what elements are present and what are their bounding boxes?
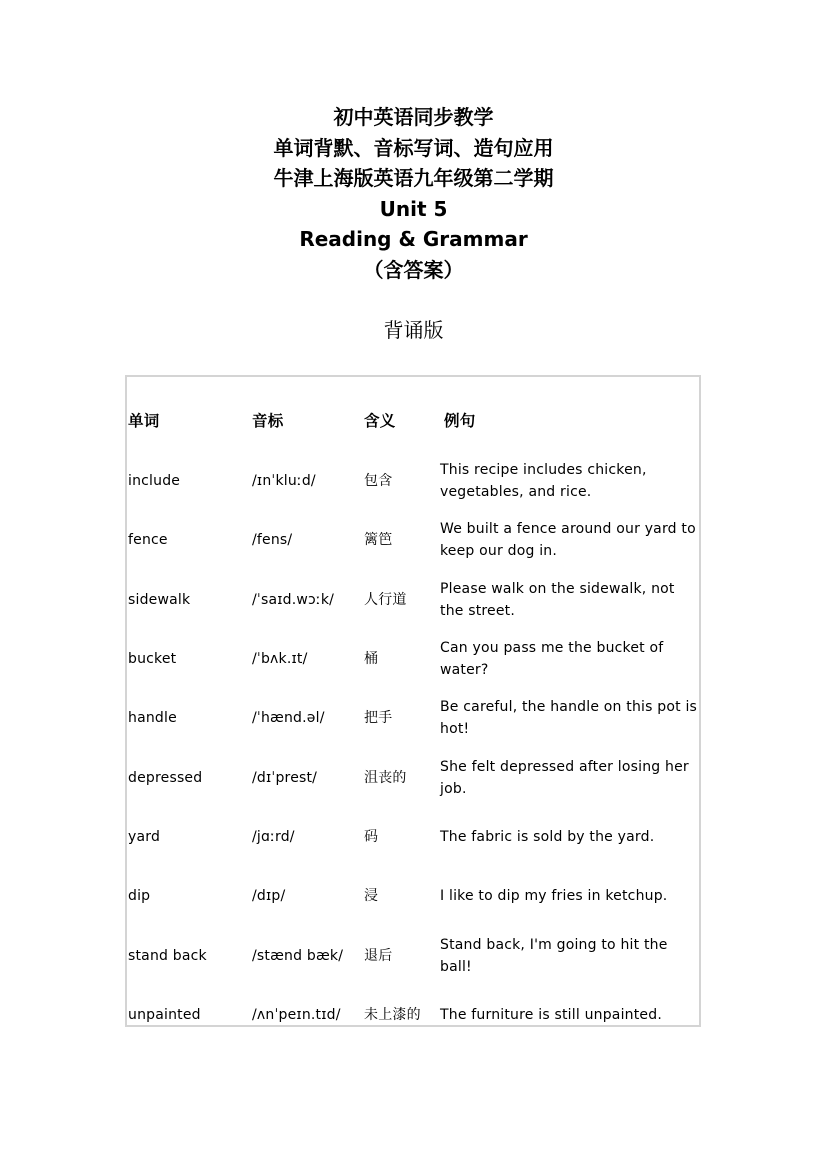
row-phonetic: /ˈbʌk.ɪt/ — [252, 651, 308, 667]
row-meaning: 浸 — [364, 888, 379, 904]
row-example: Stand back, I'm going to hit the ball! — [440, 937, 668, 975]
document-title — [0, 102, 827, 285]
row-phonetic: /dɪp/ — [252, 888, 286, 904]
row-meaning: 码 — [364, 829, 379, 845]
row-word: yard — [128, 829, 161, 845]
row-example: I like to dip my fries in ketchup. — [440, 888, 668, 904]
row-example: She felt depressed after losing her job. — [440, 759, 689, 797]
title-line-2: 单词背默、音标写词、造句应用 — [273, 135, 554, 160]
row-word: include — [128, 473, 181, 489]
row-word: dip — [128, 888, 151, 904]
row-meaning: 桶 — [364, 651, 379, 667]
row-example: Please walk on the sidewalk, not the street. — [440, 581, 675, 619]
row-word: stand back — [128, 948, 207, 964]
row-meaning: 沮丧的 — [364, 770, 407, 786]
row-word: sidewalk — [128, 592, 191, 608]
row-word: depressed — [128, 770, 203, 786]
row-phonetic: /stænd bæk/ — [252, 948, 344, 964]
row-phonetic: /ɪnˈkluːd/ — [252, 473, 316, 489]
row-example: The furniture is still unpainted. — [440, 1007, 662, 1023]
title-line-3: 牛津上海版英语九年级第二学期 — [273, 166, 554, 190]
row-word: fence — [128, 532, 168, 548]
title-line-6: （含答案） — [363, 257, 464, 282]
row-example: Can you pass me the bucket of water? — [440, 640, 664, 678]
row-meaning: 包含 — [364, 473, 393, 489]
row-meaning: 把手 — [364, 710, 393, 726]
row-phonetic: /jɑːrd/ — [252, 829, 295, 845]
header-meaning: 含义 — [364, 412, 396, 430]
title-line-1: 初中英语同步教学 — [333, 105, 494, 129]
row-example: The fabric is sold by the yard. — [440, 829, 655, 845]
row-example: Be careful, the handle on this pot is hot! — [440, 699, 698, 737]
row-meaning: 未上漆的 — [364, 1007, 421, 1023]
header-word: 单词 — [128, 412, 160, 430]
version-subtitle: 背诵版 — [383, 318, 444, 342]
row-phonetic: /ˈsaɪd.wɔːk/ — [252, 592, 335, 608]
row-meaning: 退后 — [364, 948, 393, 964]
title-line-4: Unit 5 — [379, 196, 448, 221]
row-word: unpainted — [128, 1007, 201, 1023]
row-meaning: 人行道 — [364, 592, 407, 608]
header-phonetic: 音标 — [252, 412, 284, 430]
row-phonetic: /ʌnˈpeɪn.tɪd/ — [252, 1007, 341, 1023]
title-line-5: Reading & Grammar — [299, 227, 528, 251]
header-example: 例句 — [444, 412, 476, 430]
row-example: This recipe includes chicken, vegetables, and rice. — [440, 462, 647, 500]
row-phonetic: /fens/ — [252, 532, 293, 548]
row-example: We built a fence around our yard to keep our dog in. — [440, 521, 696, 559]
row-word: bucket — [128, 651, 177, 667]
row-phonetic: /ˈhænd.əl/ — [252, 710, 325, 726]
row-meaning: 篱笆 — [364, 532, 393, 548]
row-phonetic: /dɪˈprest/ — [252, 770, 318, 786]
row-word: handle — [128, 710, 177, 726]
